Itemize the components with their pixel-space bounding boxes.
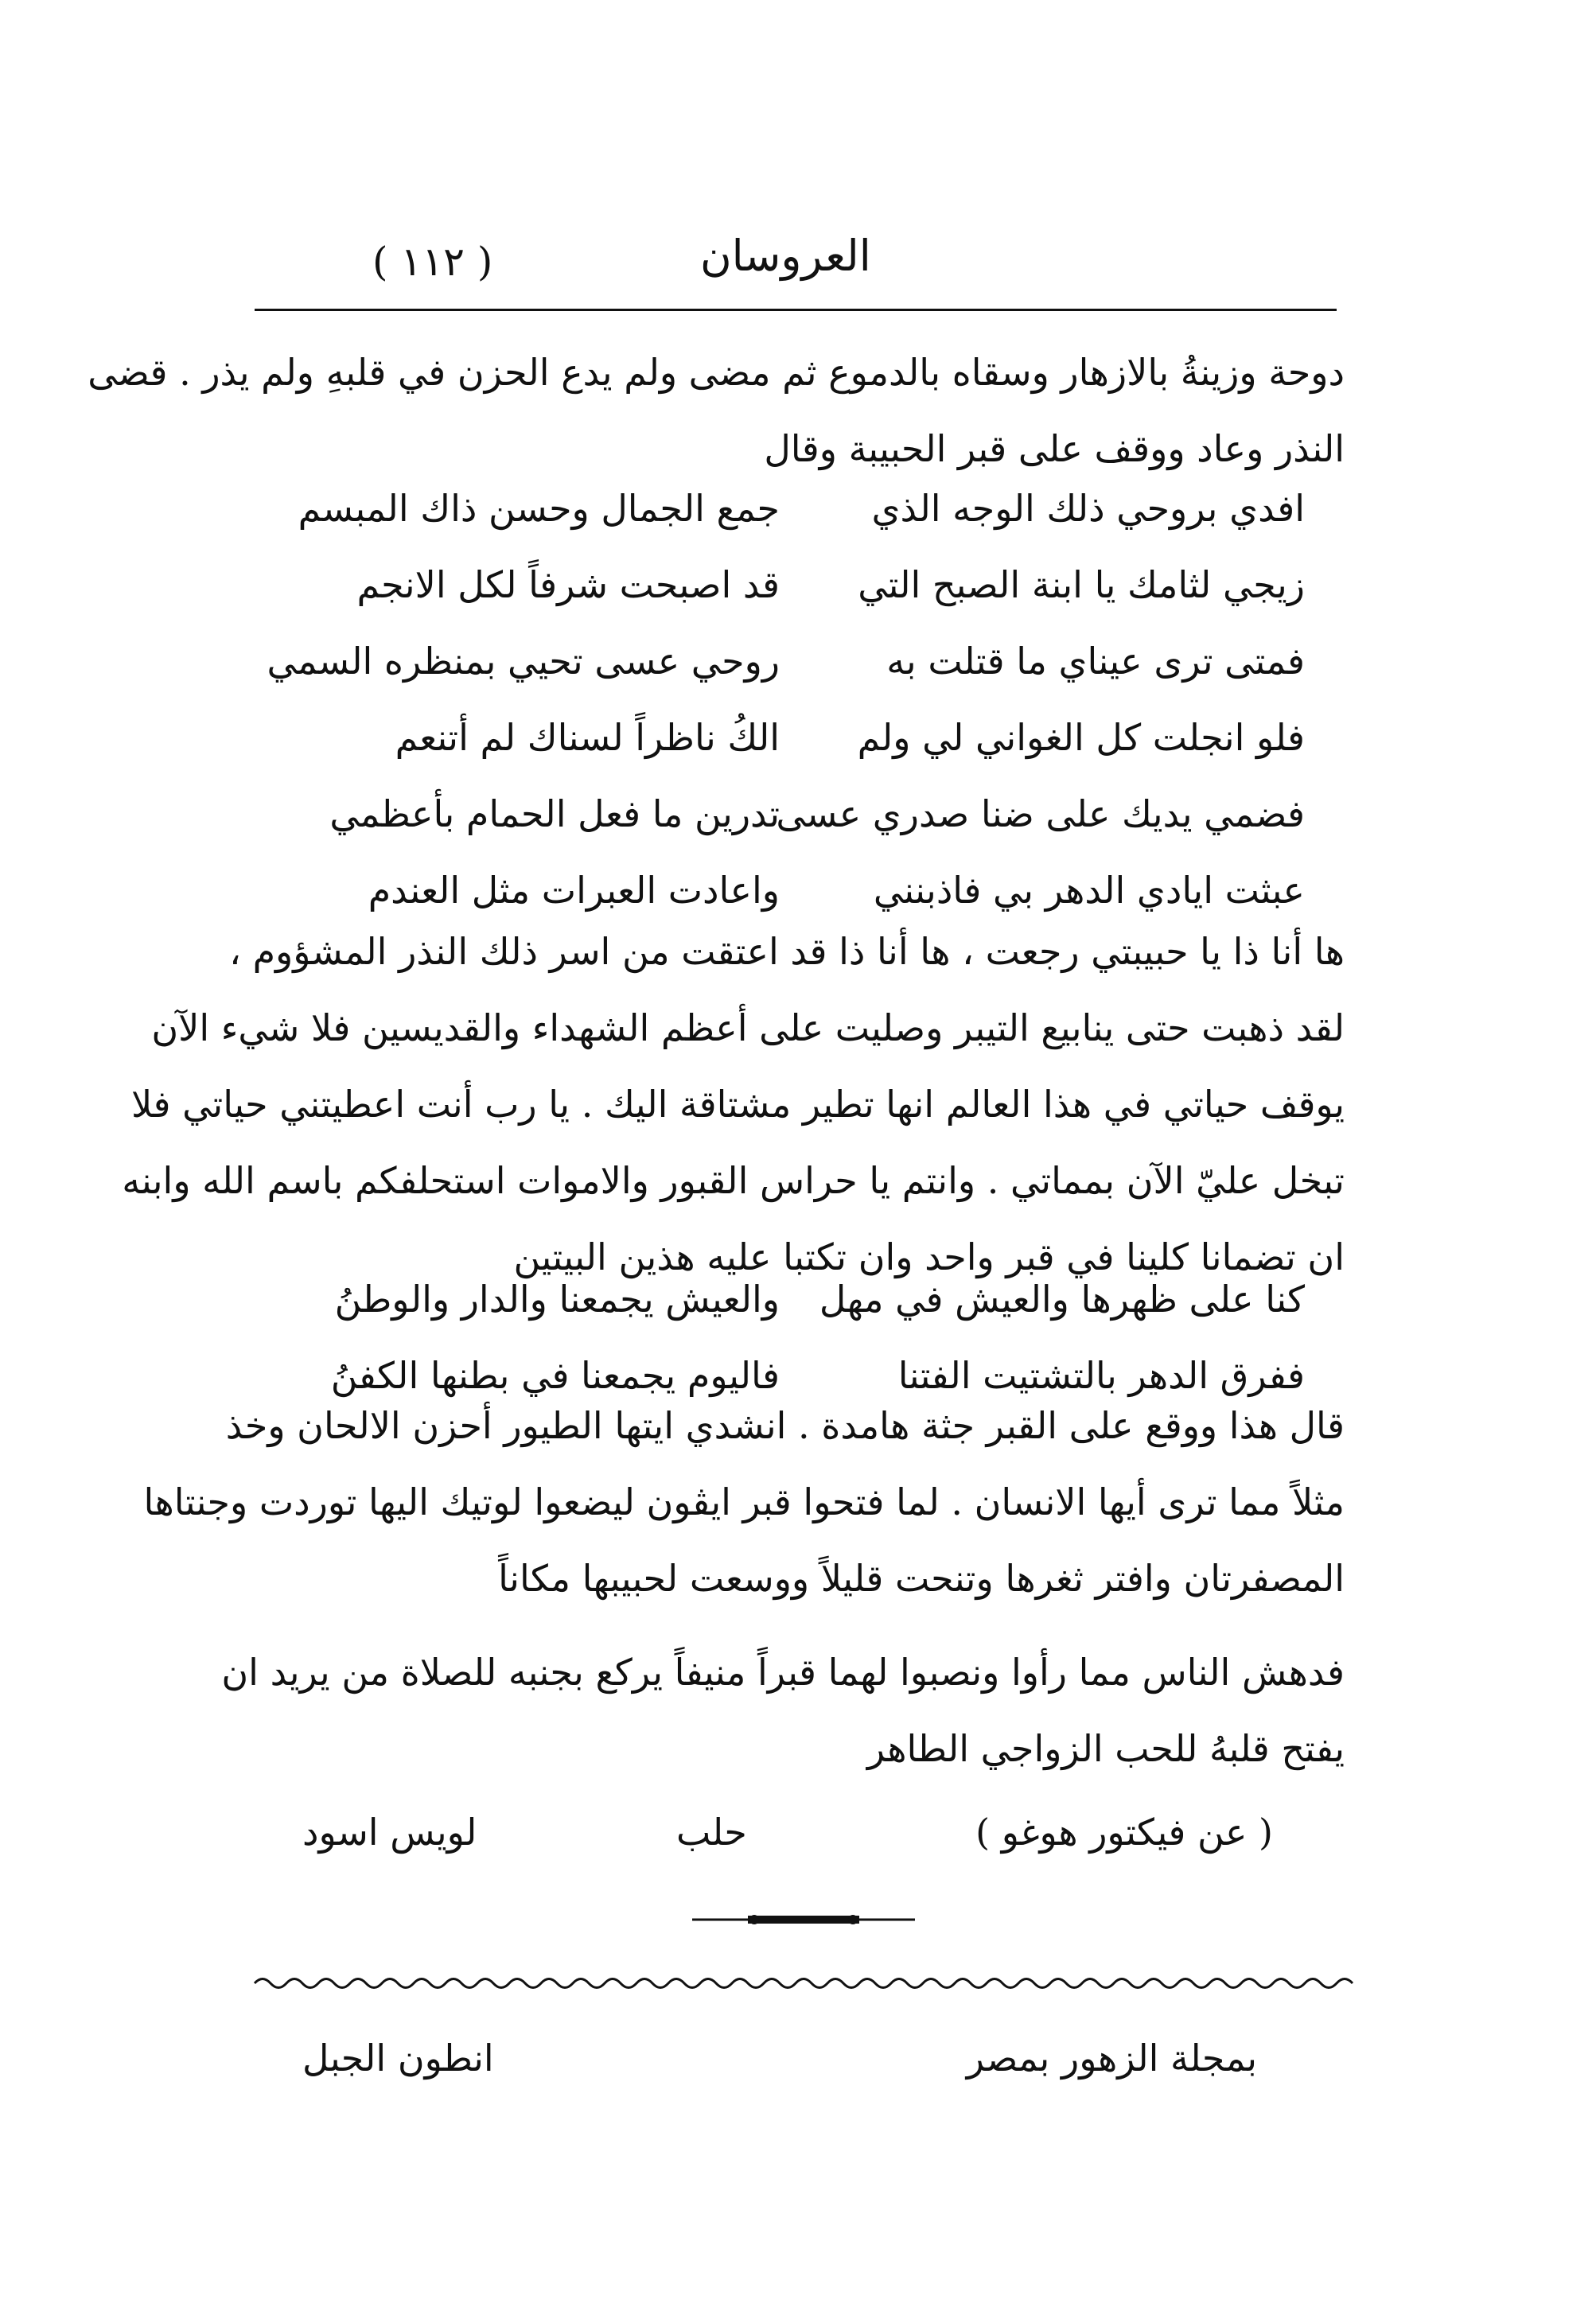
page-header <box>255 231 1305 302</box>
text-line: ان تضمانا كلينا في قبر واحد وان تكتبا عليه هذين البيتين <box>513 1235 1345 1278</box>
verse-first-hemistich: فمتى ترى عيناي ما قتلت به <box>886 640 1305 683</box>
verse-second-hemistich: جمع الجمال وحسن ذاك المبسم <box>298 487 780 530</box>
wavy-separator <box>255 1971 1353 1995</box>
verse-row <box>302 563 1305 640</box>
verse-second-hemistich: واعادت العبرات مثل العندم <box>368 869 780 912</box>
verse-first-hemistich: افدي بروحي ذلك الوجه الذي <box>871 487 1305 530</box>
verse-second-hemistich: الكُ ناظراً لسناك لم أتنعم <box>395 716 780 759</box>
verse-second-hemistich: فاليوم يجمعنا في بطنها الكفنُ <box>330 1354 780 1397</box>
text-line: تبخل عليّ الآن بمماتي . وانتم يا حراس القبور والاموات استحلفكم باسم الله وابنه <box>122 1159 1345 1202</box>
verse-row <box>267 640 1305 716</box>
header-rule <box>255 309 1337 311</box>
magazine-name: بمجلة الزهور بمصر <box>966 2037 1257 2080</box>
text-line: يفتح قلبهُ للحب الزواجي الطاهر <box>866 1727 1345 1770</box>
text-line: يوقف حياتي في هذا العالم انها تطير مشتاقة اليك . يا رب أنت اعطيتني حياتي فلا <box>131 1083 1345 1126</box>
text-line: دوحة وزينةُ بالازهار وسقاه بالدموع ثم مضى ولم يدع الحزن في قلبهِ ولم يذر . قضى <box>88 351 1345 394</box>
signature-line <box>302 1811 1273 1874</box>
text-line: المصفرتان وافتر ثغرها وتنحت قليلاً ووسعت لحبيبها مكاناً <box>498 1557 1345 1600</box>
verse-second-hemistich: قد اصبحت شرفاً لكل الانجم <box>356 563 780 606</box>
text-line: ها أنا ذا يا حبيبتي رجعت ، ها أنا ذا قد اعتقت من اسر ذلك النذر المشؤوم ، <box>229 930 1345 973</box>
page-number: ( ١١٢ ) <box>372 239 493 285</box>
verse-second-hemistich: والعيش يجمعنا والدار والوطنُ <box>334 1278 780 1321</box>
paragraph-4 <box>221 1634 1345 1787</box>
ornament-divider <box>692 1908 915 1932</box>
verse-first-hemistich: ففرق الدهر بالتشتيت الفتنا <box>897 1354 1305 1397</box>
verse-second-hemistich: روحي عسى تحيي بمنظره السمي <box>267 640 780 683</box>
verse-first-hemistich: فلو انجلت كل الغواني لي ولم <box>857 716 1305 759</box>
text-line: قال هذا ووقع على القبر جثة هامدة . انشدي ايتها الطيور أحزن الالحان وخذ <box>225 1404 1345 1447</box>
page-footer <box>302 2037 1257 2100</box>
text-line: النذر وعاد ووقف على قبر الحبيبة وقال <box>764 427 1345 470</box>
footer-author-name: انطون الجبل <box>302 2037 494 2080</box>
paragraph-1 <box>88 334 1345 487</box>
verse-second-hemistich: تدرين ما فعل الحمام بأعظمي <box>329 792 780 835</box>
verse-first-hemistich: فضمي يديك على ضنا صدري عسى <box>776 792 1305 835</box>
verse-first-hemistich: زيجي لثامك يا ابنة الصبح التي <box>858 563 1305 606</box>
text-line: مثلاً مما ترى أيها الانسان . لما فتحوا قبر ايڤون ليضعوا لوتيك اليها توردت وجنتاها <box>143 1480 1345 1523</box>
text-line: لقد ذهبت حتى ينابيع التيبر وصليت على أعظم الشهداء والقديسين فلا شيء الآن <box>151 1006 1345 1049</box>
verse-first-hemistich: كنا على ظهرها والعيش في مهل <box>819 1278 1305 1321</box>
paragraph-3 <box>143 1387 1345 1617</box>
verse-row <box>302 792 1305 869</box>
running-title: العروسان <box>700 231 871 281</box>
place-name: حلب <box>676 1811 747 1854</box>
verse-first-hemistich: عبثت ايادي الدهر بي فاذبنني <box>873 869 1305 912</box>
poem-verses-1 <box>267 487 1305 945</box>
verse-row <box>302 716 1305 792</box>
paragraph-2 <box>122 913 1345 1295</box>
verse-row <box>302 1278 1305 1354</box>
text-line: فدهش الناس مما رأوا ونصبوا لهما قبراً منيفاً يركع بجنبه للصلاة من يريد ان <box>221 1651 1345 1694</box>
source-attribution: ( عن فيكتور هوغو ) <box>975 1811 1273 1854</box>
verse-row <box>298 487 1305 563</box>
author-name: لويس اسود <box>302 1811 477 1854</box>
